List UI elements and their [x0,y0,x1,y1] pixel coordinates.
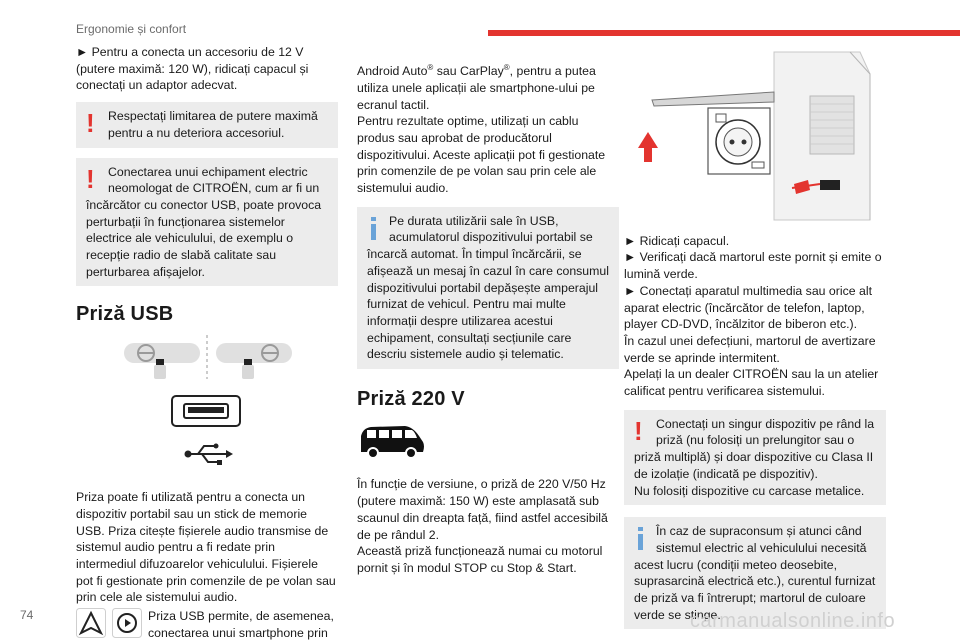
text-apps: , pentru a putea utiliza unele aplicații ale smartphone-ului pe ecranul tactil. [357,64,596,112]
usb-port-icon [76,394,338,430]
warning-text-metal: Nu folosiți dispozitive cu carcase metalice. [634,483,865,498]
section-title-usb: Priză USB [76,303,174,326]
warning-text: Respectați limitarea de putere maximă pentru a nu deteriora accesoriul. [108,109,318,140]
paragraph-220v-location: În funcție de versiune, o priză de 220 V/50 Hz (putere maximă: 150 W) este amplasată sub scaunul din dreapta față, fiind astfel accesibilă de pe rândul 2. [357,477,608,542]
text-carplay: sau CarPlay [433,64,504,79]
paragraph-android-carplay [357,60,619,113]
paragraph-usb-description: Priza poate fi utilizată pentru a conecta un dispozitiv portabil sau un stick de memorie USB. Priza citește fișierele audio transmise de sistemul audio pentru a fi redate prin intermediul difuzoarelor vehiculului. Fișierele pot fi gestionate prin comenzile de pe volan sau prin cele ale sistemului audio. [76,490,336,605]
220v-socket-illustration [624,44,886,224]
warning-text-rest: încărcător cu conector USB, poate provoca perturbații în funcționarea sistemelor electrice ale vehiculului, de exemplu o recepție radio de slabă calitate sau perturbarea afișajelor. [86,197,322,279]
info-text-first: În caz de supraconsum și atunci când sistemul electric al vehiculului necesită [656,524,867,555]
column-2 [357,60,619,577]
warning-icon: ! [86,108,95,139]
warning-icon: ! [634,415,643,446]
page-header [0,0,960,44]
text-android-auto: Android Auto [357,64,428,79]
smartphone-connect-row [76,608,338,640]
paragraph-12v: ► Pentru a conecta un accesoriu de 12 V (putere maximă: 120 W), ridicați capacul și conectați un adaptor adecvat. [76,45,309,93]
info-text-first: Pe durata utilizării sale în USB, acumulatorul dispozitivului portabil se [389,213,593,245]
header-red-rule [488,30,960,36]
warning-text-rest: priză multiplă) și doar dispozitive cu Clasa II de izolație (indicată pe dispozitiv). [634,450,874,481]
usb-symbol-icon [76,437,338,471]
paragraph-malfunction: În cazul unei defecțiuni, martorul de avertizare verde se aprinde intermitent. [624,333,876,365]
warning-text-first: Conectați un singur dispozitiv pe rând la priză (nu folosiți un prelungitor sau o [656,416,875,448]
registered-mark: ® [503,63,510,72]
paragraph-cable-advice: Pentru rezultate optime, utilizați un cablu produs sau aprobat de producătorul dispozitivului. Aceste aplicații pot fi gestionate prin comenzile de pe volan sau prin cele ale sistemului audio. [357,114,606,196]
info-text-rest: acest lucru (condiții meteo deosebite, suprasarcină electrică etc.), curentul furnizat de priză va fi întrerupt; martorul de culoare verde se stinge. [634,557,876,622]
section-title-220v: Priză 220 V [357,388,465,411]
info-icon [371,217,376,239]
header-section-title: Ergonomie și confort [76,22,187,36]
warning-icon: ! [86,163,95,194]
page-number: 74 [20,608,34,622]
registered-mark: ® [427,63,434,72]
paragraph-220v-engine: Această priză funcționează numai cu motorul pornit și în modul STOP cu Stop & Start. [357,544,603,575]
warning-note-single-device [624,410,886,506]
info-icon [638,527,643,549]
warning-note-equipment [76,158,338,287]
column-1 [76,44,338,640]
info-note-usb-charging [357,207,619,369]
info-text-rest: încarcă automat. În timpul încărcării, se afișează un mesaj în cazul în care consumul dispozitivului portabil depășește amperajul furnizat de vehicul. Pentru mai multe informații despre utilizarea acestui echipament, consultați secțiunile care descriu sistemele audio și telematic. [367,247,609,362]
paragraph-dealer: Apelați la un dealer CITROËN sau la un atelier calificat pentru verificarea sistemului. [624,367,879,399]
dashboard-usb-location-icon [76,333,338,381]
warning-note-power [76,102,338,147]
warning-text-first: Conectarea unui echipament electric neomologat de CITROËN, cum ar fi un [108,164,320,196]
android-auto-icon [76,608,106,638]
bullet-connect-device: ► Conectați aparatul multimedia sau orice alt aparat electric (încărcător de telefon, laptop, player CD-DVD, încălzitor de biberon etc.). [624,283,872,332]
van-icon [357,418,619,462]
bullet-lift-cover: ► Ridicați capacul. [624,233,730,248]
paragraph-smartphone: Priza USB permite, de asemenea, conectarea unui smartphone prin [148,609,334,640]
bullet-check-led: ► Verificați dacă martorul este pornit și emite o lumină verde. [624,250,882,282]
watermark-text: carmanualsonline.info [690,610,896,632]
column-3 [624,44,886,635]
carplay-icon [112,608,142,638]
